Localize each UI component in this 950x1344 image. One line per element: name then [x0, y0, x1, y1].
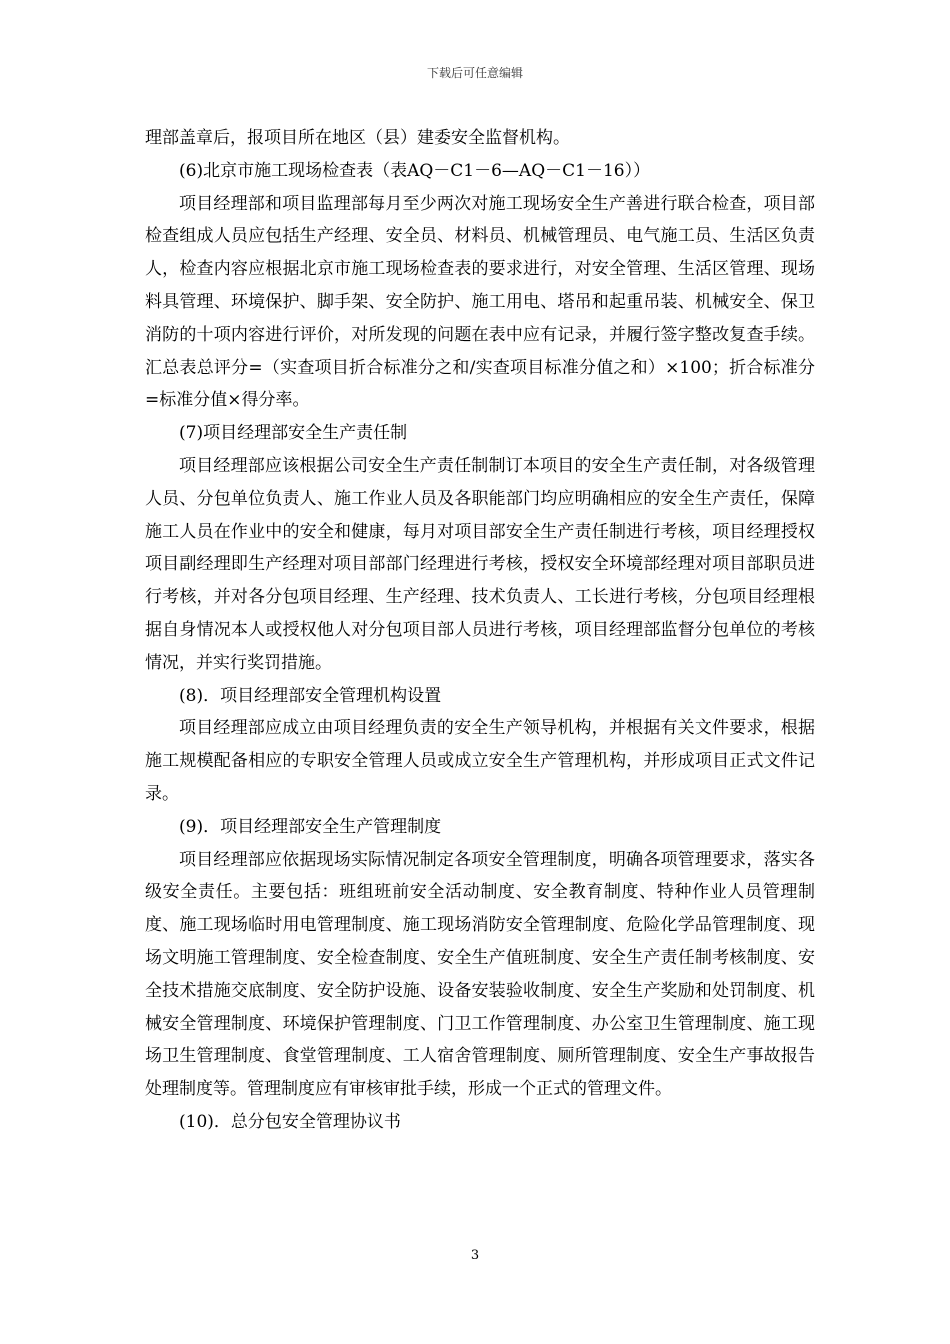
- section-heading-7: (7)项目经理部安全生产责任制: [179, 423, 408, 444]
- page-header: 下载后可任意编辑: [426, 66, 523, 80]
- section-heading-10: (10)．总分包安全管理协议书: [179, 1111, 401, 1132]
- section-heading-6: (6)北京市施工现场检查表（表AQ－C1－6—AQ－C1－16））: [179, 160, 651, 181]
- paragraph-inspection: 项目经理部和项目监理部每月至少两次对施工现场安全生产善进行联合检查，项目部检查组成人员应包括生产经理、安全员、材料员、机械管理员、电气施工员、生活区负责人，检查内容应根据北京市施工现场检查表的要求进行，对安全管理、生活区管理、现场料具管理、环境保护、脚手架、安全防护、施工用电、塔吊和起重吊装、机械安全、保卫消防的十项内容进行评价，对所发现的问题在表中应有记录，并履行签字整改复查手续。汇总表总评分=（实查项目折合标准分之和/实查项目标准分值之和）×100；折合标准分=标准分值×得分率。: [145, 193, 815, 411]
- section-heading-9: (9)．项目经理部安全生产管理制度: [179, 816, 442, 837]
- paragraph-organization: 项目经理部应成立由项目经理负责的安全生产领导机构，并根据有关文件要求，根据施工规模配备相应的专职安全管理人员或成立安全生产管理机构，并形成项目正式文件记录。: [145, 718, 815, 804]
- paragraph-responsibility: 项目经理部应该根据公司安全生产责任制制订本项目的安全生产责任制，对各级管理人员、分包单位负责人、施工作业人员及各职能部门均应明确相应的安全生产责任，保障施工人员在作业中的安全和健康，每月对项目部安全生产责任制进行考核，项目经理授权项目副经理即生产经理对项目部部门经理进行考核，授权安全环境部经理对项目部职员进行考核，并对各分包项目经理、生产经理、技术负责人、工长进行考核，分包项目经理根据自身情况本人或授权他人对分包项目部人员进行考核，项目经理部监督分包单位的考核情况，并实行奖罚措施。: [145, 455, 815, 673]
- page-number: 3: [470, 1248, 480, 1263]
- document-body: [145, 122, 815, 1139]
- section-heading-8: (8)．项目经理部安全管理机构设置: [179, 685, 442, 706]
- paragraph-regulations: 项目经理部应依据现场实际情况制定各项安全管理制度，明确各项管理要求，落实各级安全责任。主要包括：班组班前安全活动制度、安全教育制度、特种作业人员管理制度、施工现场临时用电管理制度、施工现场消防安全管理制度、危险化学品管理制度、现场文明施工管理制度、安全检查制度、安全生产值班制度、安全生产责任制考核制度、安全技术措施交底制度、安全防护设施、设备安装验收制度、安全生产奖励和处罚制度、机械安全管理制度、环境保护管理制度、门卫工作管理制度、办公室卫生管理制度、施工现场卫生管理制度、食堂管理制度、工人宿舍管理制度、厕所管理制度、安全生产事故报告处理制度等。管理制度应有审核审批手续，形成一个正式的管理文件。: [145, 849, 815, 1100]
- paragraph-continuation: 理部盖章后，报项目所在地区（县）建委安全监督机构。: [145, 128, 570, 148]
